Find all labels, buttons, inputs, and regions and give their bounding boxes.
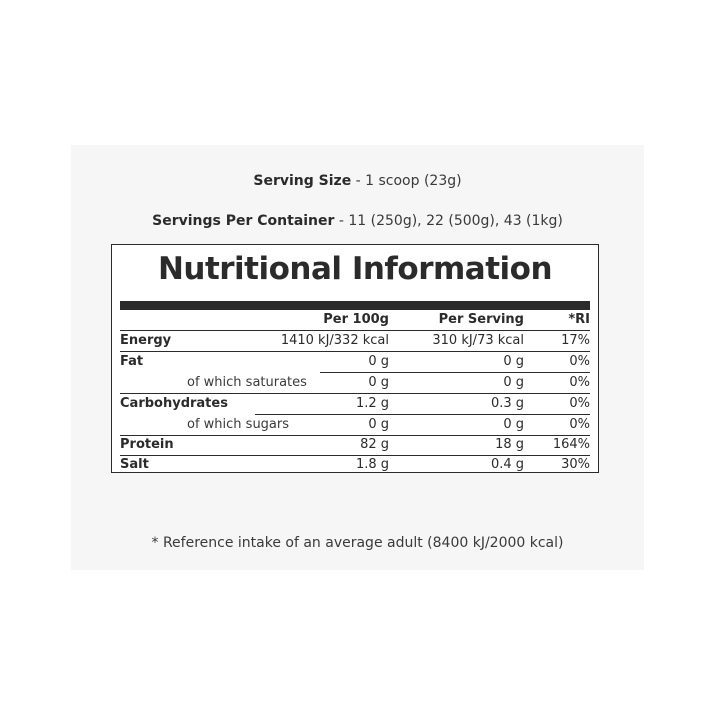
row-per-100g: 1.8 g <box>355 457 389 472</box>
table-header-row <box>120 310 590 330</box>
row-per-serving: 18 g <box>495 437 524 452</box>
row-per-serving: 0 g <box>503 417 524 432</box>
row-per-serving: 0 g <box>503 375 524 390</box>
servings-per-container-value: - 11 (250g), 22 (500g), 43 (1kg) <box>334 213 563 229</box>
title-divider <box>120 301 590 310</box>
row-ri: 0% <box>569 354 590 369</box>
serving-size-label: Serving Size <box>253 173 352 189</box>
row-label: Carbohydrates <box>120 396 228 411</box>
row-per-100g: 0 g <box>368 375 389 390</box>
row-label: Fat <box>120 354 144 369</box>
row-per-serving: 310 kJ/73 kcal <box>432 333 524 348</box>
table-title: Nutritional Information <box>157 251 553 287</box>
table-row-salt <box>120 455 590 475</box>
row-per-100g: 0 g <box>368 354 389 369</box>
row-ri: 30% <box>561 457 590 472</box>
row-per-100g: 1410 kJ/332 kcal <box>280 333 389 348</box>
row-per-100g: 0 g <box>368 417 389 432</box>
row-label: Energy <box>120 333 172 348</box>
row-per-100g: 82 g <box>360 437 389 452</box>
nutrition-facts-table <box>111 244 599 473</box>
table-row-saturates <box>120 373 590 393</box>
header-per-100g: Per 100g <box>323 312 389 327</box>
nutrition-panel <box>71 145 644 570</box>
table-row-protein <box>120 435 590 455</box>
serving-size-line <box>71 173 644 189</box>
row-ri: 17% <box>561 333 590 348</box>
row-ri: 164% <box>552 437 590 452</box>
row-label: Protein <box>120 437 174 452</box>
row-per-serving: 0.4 g <box>490 457 524 472</box>
row-label: Salt <box>120 457 149 472</box>
row-ri: 0% <box>569 375 590 390</box>
row-per-serving: 0.3 g <box>490 396 524 411</box>
row-per-100g: 1.2 g <box>355 396 389 411</box>
table-row-carbohydrates <box>120 394 590 414</box>
row-label: of which sugars <box>187 417 290 432</box>
header-per-serving: Per Serving <box>438 312 524 327</box>
row-label: of which saturates <box>187 375 307 390</box>
table-row-fat <box>120 352 590 372</box>
row-ri: 0% <box>569 417 590 432</box>
header-ri: *RI <box>568 312 590 327</box>
servings-per-container-label: Servings Per Container <box>152 213 335 229</box>
servings-per-container-line <box>71 213 644 229</box>
row-per-serving: 0 g <box>503 354 524 369</box>
serving-size-value: - 1 scoop (23g) <box>351 173 462 189</box>
table-row-sugars <box>120 415 590 435</box>
table-row-energy <box>120 331 590 351</box>
reference-intake-footnote: * Reference intake of an average adult (8400 kJ/2000 kcal) <box>151 535 564 551</box>
row-ri: 0% <box>569 396 590 411</box>
